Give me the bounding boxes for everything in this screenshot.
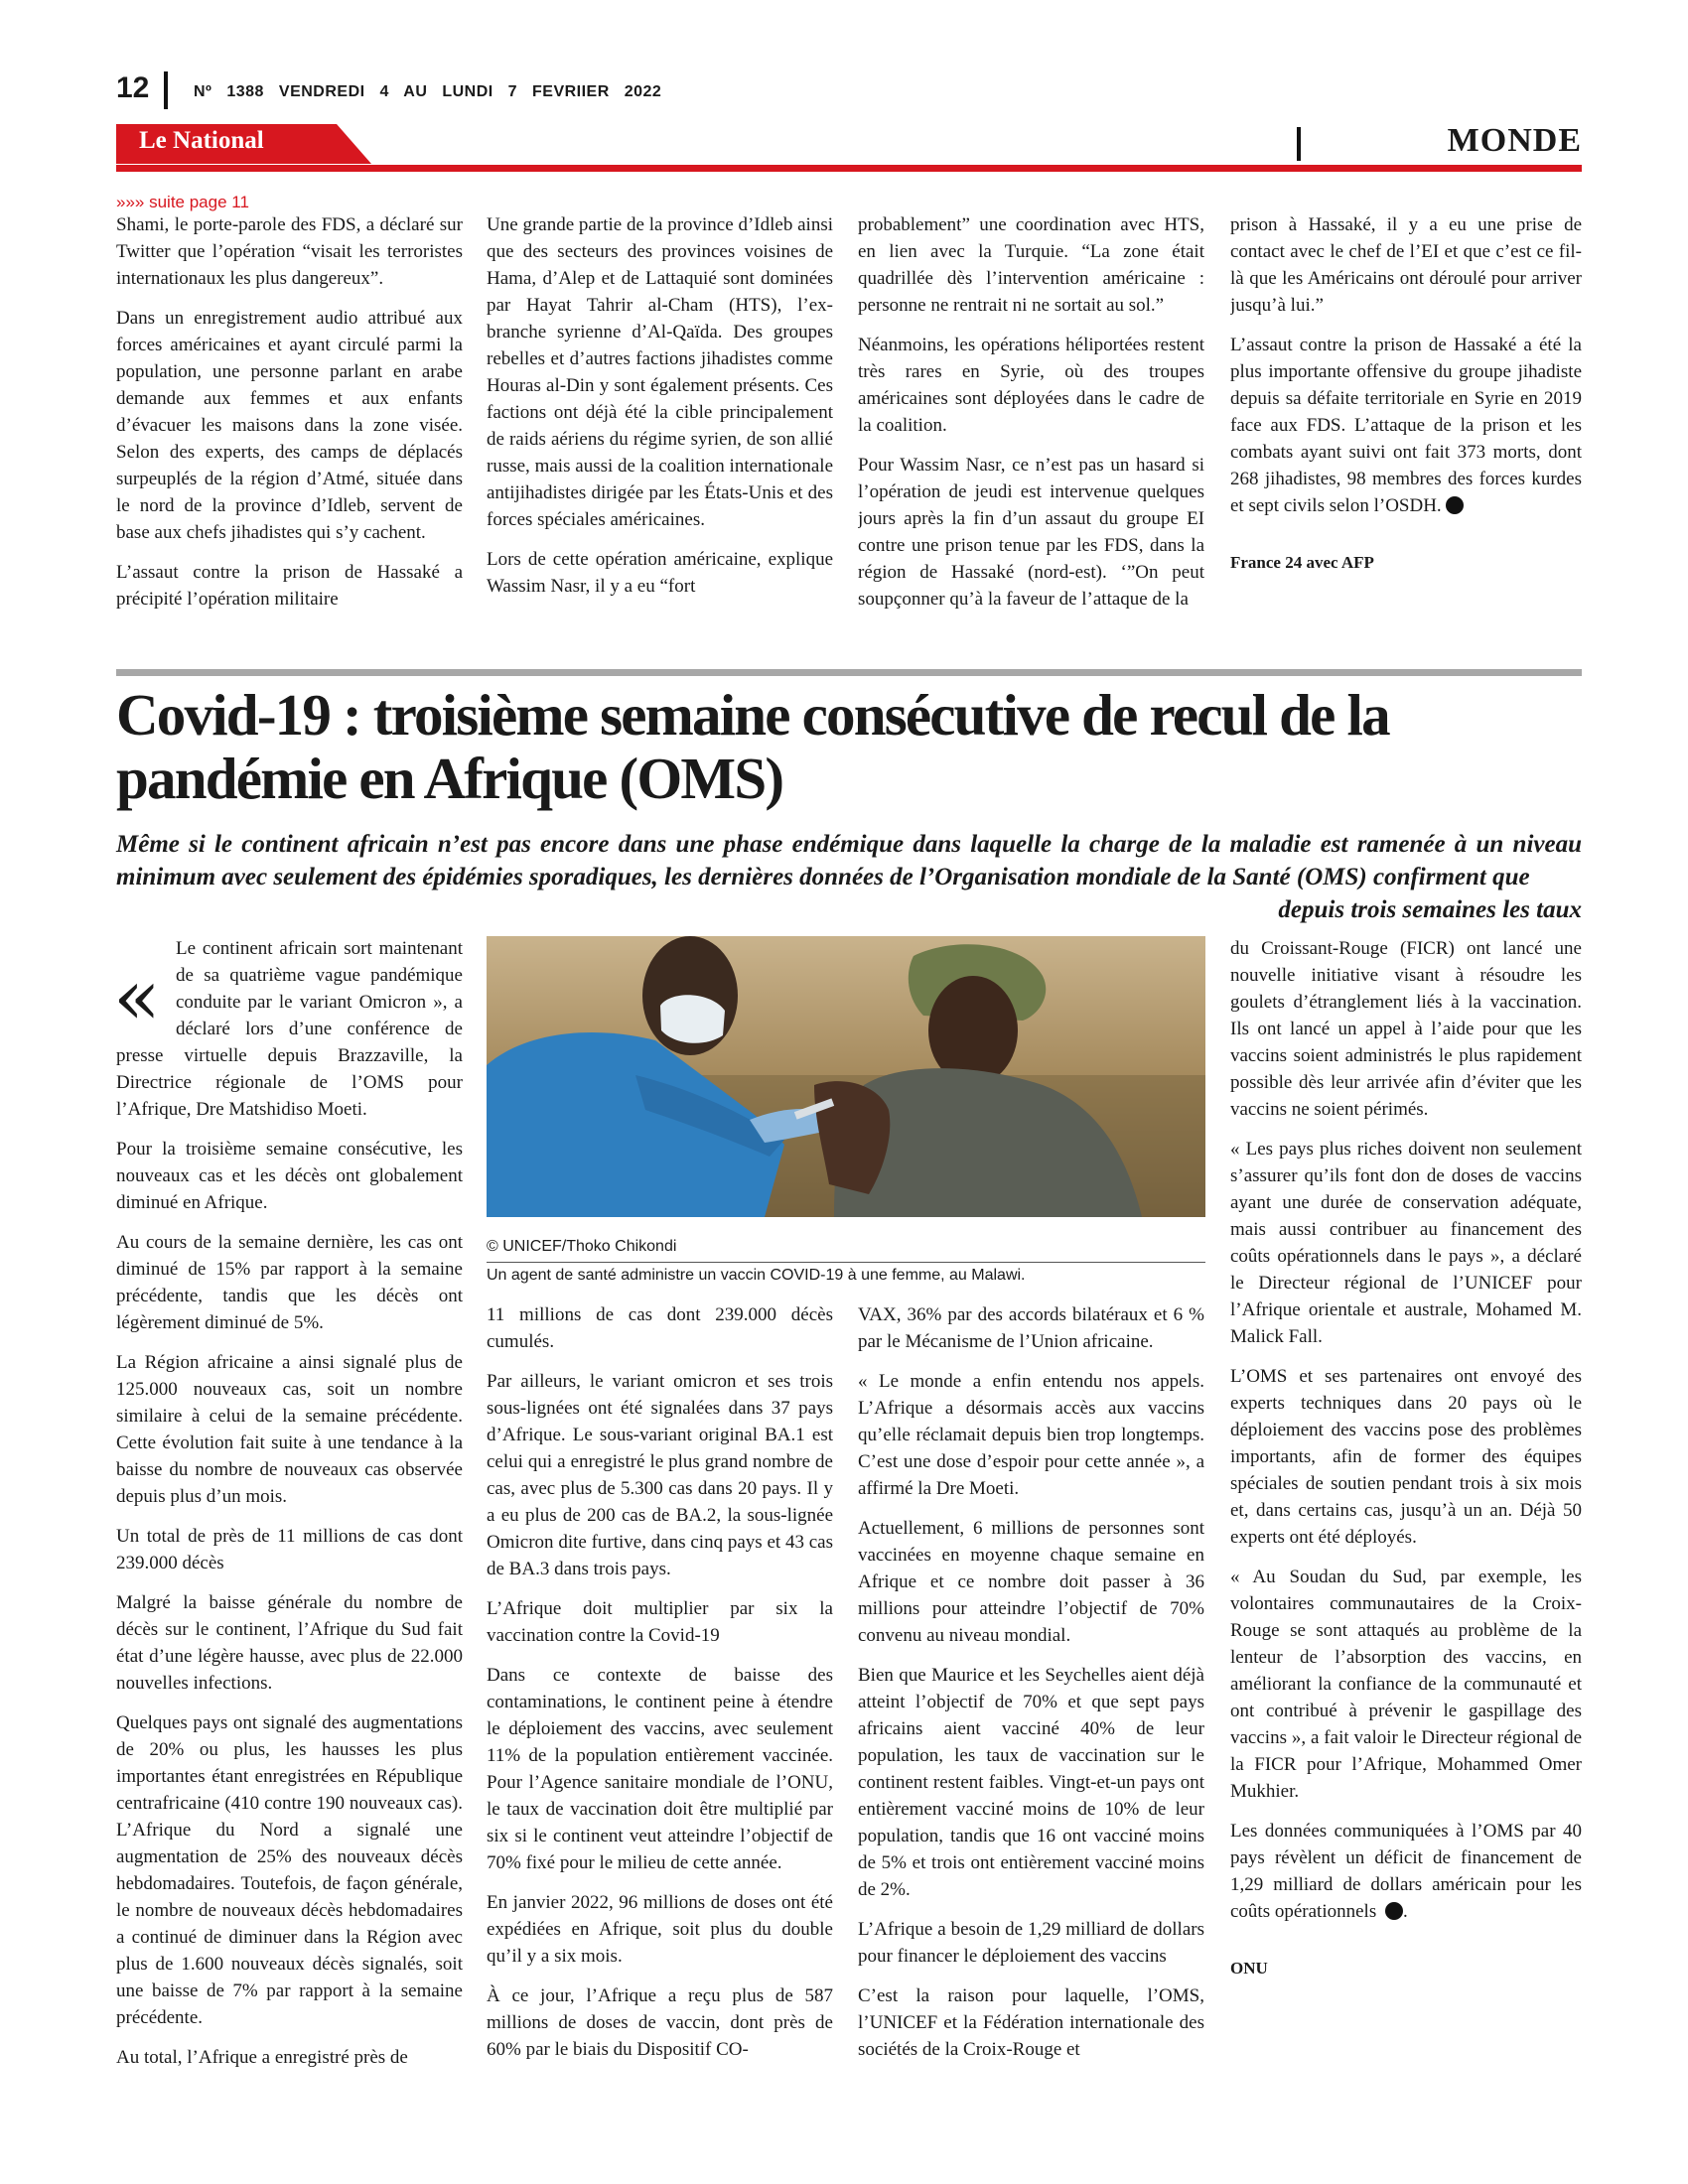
paragraph: « Au Soudan du Sud, par exemple, les volontaires communautaires de la Croix-Rouge se sont attaqués au problème de la lenteur de l’absorption des vaccins, en améliorant la confiance de la communauté et ont contribué à prévenir le gaspillage des vaccins », a fait valoir le Directeur régional de la FICR pour l’Afrique, Mohammed Omer Mukhier. [1230, 1567, 1582, 1802]
paragraph: Une grande partie de la province d’Idleb ainsi que des secteurs des provinces voisines de Hama, d’Alep et de Lattaquié sont dominées par Hayat Tahrir al-Cham (HTS), l’ex-branche syrienne d’Al-Qaïda. Des groupes rebelles et d’autres factions jihadistes comme Houras al-Din y sont également présents. Ces factions ont déjà été la cible principalement de raids aériens du régime syrien, de son allié russe, mais aussi de la coalition internationale antijihadistes dirigée par les États-Unis et des forces spéciales américaines. [487, 214, 833, 530]
continuation-column-3 [858, 211, 1204, 663]
paragraph: À ce jour, l’Afrique a reçu plus de 587 millions de doses de vaccin, dont près de 60% par le biais du Dispositif CO- [487, 1985, 833, 2060]
paragraph: L’OMS et ses partenaires ont envoyé des experts techniques dans 20 pays où le déploiement des vaccins pose des problèmes importants, afin de former des équipes spéciales de soutien pendant trois à six mois et, dans certains cas, jusqu’à un an. Déjà 50 experts ont été déployés. [1230, 1366, 1582, 1548]
paragraph: Au total, l’Afrique a enregistré près de [116, 2047, 408, 2068]
article-column-2 [487, 1301, 833, 2111]
section-title: MONDE [1447, 122, 1582, 159]
vaccination-photo-illustration [487, 936, 1205, 1217]
paragraph: probablement” une coordination avec HTS, en lien avec la Turquie. “La zone était quadrillée dès l’intervention américaine : personne ne rentrait ni ne sortait au sol.” [858, 214, 1204, 316]
end-of-article-icon [1446, 496, 1464, 514]
paragraph: En janvier 2022, 96 millions de doses ont été expédiées en Afrique, soit plus du double qu’il y a six mois. [487, 1892, 833, 1967]
paragraph: « Les pays plus riches doivent non seulement s’assurer qu’ils font don de doses de vaccins ayant une durée de conservation adéquate, mais aussi contribuer au financement des coûts opérationnels dans le pays », a déclaré le Directeur régional de l’UNICEF pour l’Afrique orientale et australe, Mohamed M. Malick Fall. [1230, 1139, 1582, 1347]
page-number-divider [164, 71, 168, 109]
photo-caption: Un agent de santé administre un vaccin COVID-19 à une femme, au Malawi. [487, 1267, 1026, 1284]
paragraph: Dans ce contexte de baisse des contaminations, le continent peine à étendre le déploiement des vaccins, avec seulement 11% de la population entièrement vaccinée. Pour l’Agence sanitaire mondiale de l’ONU, le taux de vaccination doit être multiplié par six si le continent veut atteindre l’objectif de 70% fixé pour le milieu de cette année. [487, 1665, 833, 1873]
article-separator [116, 669, 1582, 676]
caption-rule [487, 1262, 1205, 1263]
paragraph: prison à Hassaké, il y a eu une prise de contact avec le chef de l’EI et que c’est ce fil-là que les Américains ont déroulé pour arriver jusqu’à lui.” [1230, 214, 1582, 316]
page-number: 12 [116, 71, 150, 104]
paragraph: « Le monde a enfin entendu nos appels. L’Afrique a désormais accès aux vaccins qu’elle réclamait depuis bien trop longtemps. C’est une dose d’espoir pour cette année », a affirmé la Dre Moeti. [858, 1371, 1204, 1499]
paragraph: Quelques pays ont signalé des augmentations de 20% ou plus, les hausses les plus importantes étant enregistrées en République centrafricaine (410 contre 190 nouveaux cas). L’Afrique du Nord a signalé une augmentation de 25% des nouveaux décès hebdomadaires. Toutefois, de façon générale, le nombre de nouveaux décès hebdomadaires a continué de diminuer dans la Région avec plus de 1.600 nouveaux décès signalés, soit une baisse de 7% par rapport à la semaine précédente. [116, 1712, 463, 2028]
issue-date-line [194, 83, 661, 101]
paragraph: 11 millions de cas dont 239.000 décès cumulés. [487, 1304, 833, 1352]
lead-paragraph [116, 935, 463, 1123]
end-punctuation: . [1402, 1901, 1408, 1922]
paragraph: du Croissant-Rouge (FICR) ont lancé une nouvelle initiative visant à résoudre les goulets d’étranglement liés à la vaccination. Ils ont lancé un appel à l’aide pour que les vaccins soient administrés le plus rapidement possible dès leur arrivée afin d’éviter que les vaccins ne soient périmés. [1230, 938, 1582, 1120]
paragraph: Dans un enregistrement audio attribué aux forces américaines et ayant circulé parmi la population, une personne parlant en arabe demande aux femmes et aux enfants d’évacuer les maisons dans la zone visée. Selon des experts, des camps de déplacés surpeuplés de la région d’Atmé, située dans le nord de la province d’Idleb, servent de base aux chefs jihadistes qui s’y cachent. [116, 308, 463, 543]
paragraph: L’assaut contre la prison de Hassaké a précipité l’opération militaire [116, 562, 463, 610]
paragraph-text: Les données communiquées à l’OMS par 40 pays révèlent un déficit de financement de 1,29 milliard de dollars américain pour les coûts opérationnels [1230, 1821, 1582, 1922]
quote-indent [116, 935, 176, 1038]
paragraph: L’Afrique doit multiplier par six la vaccination contre la Covid-19 [487, 1598, 833, 1646]
continuation-column-2 [487, 211, 833, 663]
article-standfirst [116, 828, 1582, 893]
paragraph: Pour la troisième semaine consécutive, les nouveaux cas et les décès ont globalement diminué en Afrique. [116, 1139, 463, 1213]
opening-quote-icon: « [113, 953, 161, 1042]
paragraph: Bien que Maurice et les Seychelles aient déjà atteint l’objectif de 70% et que sept pays africains aient vacciné 40% de leur population, les taux de vaccination sur le continent restent faibles. Vingt-et-un pays ont entièrement vacciné moins de 10% de leur population, tandis que 16 ont vacciné moins de 5% et trois ont entièrement vacciné moins de 2%. [858, 1665, 1204, 1900]
standfirst-tail: depuis trois semaines les taux [1278, 896, 1582, 923]
article-column-4 [1230, 935, 1582, 2107]
lead-text: Le continent africain sort maintenant de sa quatrième vague pandémique conduite par le variant Omicron », a déclaré lors d’une conférence de presse virtuelle depuis Brazzaville, la Directrice régionale de l’OMS pour l’Afrique, Dre Matshidiso Moeti. [116, 938, 463, 1120]
paragraph [1230, 1818, 1582, 1925]
continuation-column-1 [116, 211, 463, 663]
paragraph: Shami, le porte-parole des FDS, a déclaré sur Twitter que l’opération “visait les terroristes internationaux les plus dangereux”. [116, 214, 463, 289]
article-column-1 [116, 935, 463, 2107]
article-headline: Covid-19 : troisième semaine consécutive de recul de la pandémie en Afrique (OMS) [116, 682, 1389, 811]
paragraph: Néanmoins, les opérations héliportées restent très rares en Syrie, où des troupes américaines sont déployées dans le cadre de la coalition. [858, 335, 1204, 436]
article-photo [487, 936, 1205, 1217]
paragraph: L’Afrique a besoin de 1,29 milliard de dollars pour financer le déploiement des vaccins [858, 1919, 1204, 1967]
paragraph-text: L’assaut contre la prison de Hassaké a été la plus importante offensive du groupe jihadiste depuis sa défaite territoriale en Syrie en 2019 face aux FDS. L’attaque de la prison et les combats ayant suivi ont fait 373 morts, dont 268 jihadistes, 98 membres des forces kurdes et sept civils selon l’OSDH. [1230, 335, 1582, 516]
header-rule [116, 165, 1582, 172]
paragraph: Lors de cette opération américaine, explique Wassim Nasr, il y a eu “fort [487, 549, 833, 597]
paragraph: Par ailleurs, le variant omicron et ses trois sous-lignées ont été signalées dans 37 pays d’Afrique. Le sous-variant original BA.1 est celui qui a enregistré le plus grand nombre de cas, avec plus de 5.300 cas dans 20 pays. Il y a eu plus de 200 cas de BA.2, la sous-lignée Omicron dite furtive, dans cinq pays et 43 cas de BA.3 dans trois pays. [487, 1371, 833, 1579]
issue-number: Nº 1388 [194, 83, 264, 100]
newspaper-logo: Le National [139, 127, 264, 154]
paragraph: Actuellement, 6 millions de personnes sont vaccinées en moyenne chaque semaine en Afrique et ce nombre doit passer à 36 millions pour atteindre l’objectif de 70% convenu au niveau mondial. [858, 1518, 1204, 1646]
issue-date: VENDREDI 4 AU LUNDI 7 FEVRIIER 2022 [278, 83, 662, 100]
paragraph: Au cours de la semaine dernière, les cas ont diminué de 15% par rapport à la semaine précédente, tandis que les décès ont légèrement diminué de 5%. [116, 1232, 463, 1333]
section-divider [1297, 127, 1301, 161]
photo-credit: © UNICEF/Thoko Chikondi [487, 1238, 677, 1255]
paragraph: Pour Wassim Nasr, ce n’est pas un hasard si l’opération de jeudi est intervenue quelques jours après la fin d’un assaut du groupe EI contre une prison tenue par les FDS, dans la région de Hassaké (nord-est). ‘”On peut soupçonner qu’à la faveur de l’attaque de la [858, 455, 1204, 610]
end-of-article-icon [1385, 1902, 1403, 1920]
paragraph [1230, 332, 1582, 519]
paragraph: C’est la raison pour laquelle, l’OMS, l’UNICEF et la Fédération internationale des sociétés de la Croix-Rouge et [858, 1985, 1204, 2060]
paragraph: Un total de près de 11 millions de cas dont 239.000 décès [116, 1526, 463, 1573]
paragraph: La Région africaine a ainsi signalé plus de 125.000 nouveaux cas, soit un nombre similaire à celui de la semaine précédente. Cette évolution fait suite à une tendance à la baisse du nombre de nouveaux cas observée depuis plus d’un mois. [116, 1352, 463, 1507]
continuation-marker: »»» suite page 11 [116, 193, 249, 211]
paragraph: Malgré la baisse générale du nombre de décès sur le continent, l’Afrique du Sud fait état d’une légère hausse, avec plus de 22.000 nouvelles infections. [116, 1592, 463, 1694]
paragraph: VAX, 36% par des accords bilatéraux et 6 % par le Mécanisme de l’Union africaine. [858, 1304, 1204, 1352]
standfirst-text: Même si le continent africain n’est pas encore dans une phase endémique dans laquelle la charge de la maladie est ramenée à un niveau minimum avec seulement des épidémies sporadiques, les dernières données de l’Organisation mondiale de la Santé (OMS) confirment que [116, 831, 1582, 890]
article-credit: ONU [1230, 1959, 1268, 1978]
continuation-column-4 [1230, 211, 1582, 663]
article-column-3 [858, 1301, 1204, 2111]
article-credit: France 24 avec AFP [1230, 553, 1374, 572]
